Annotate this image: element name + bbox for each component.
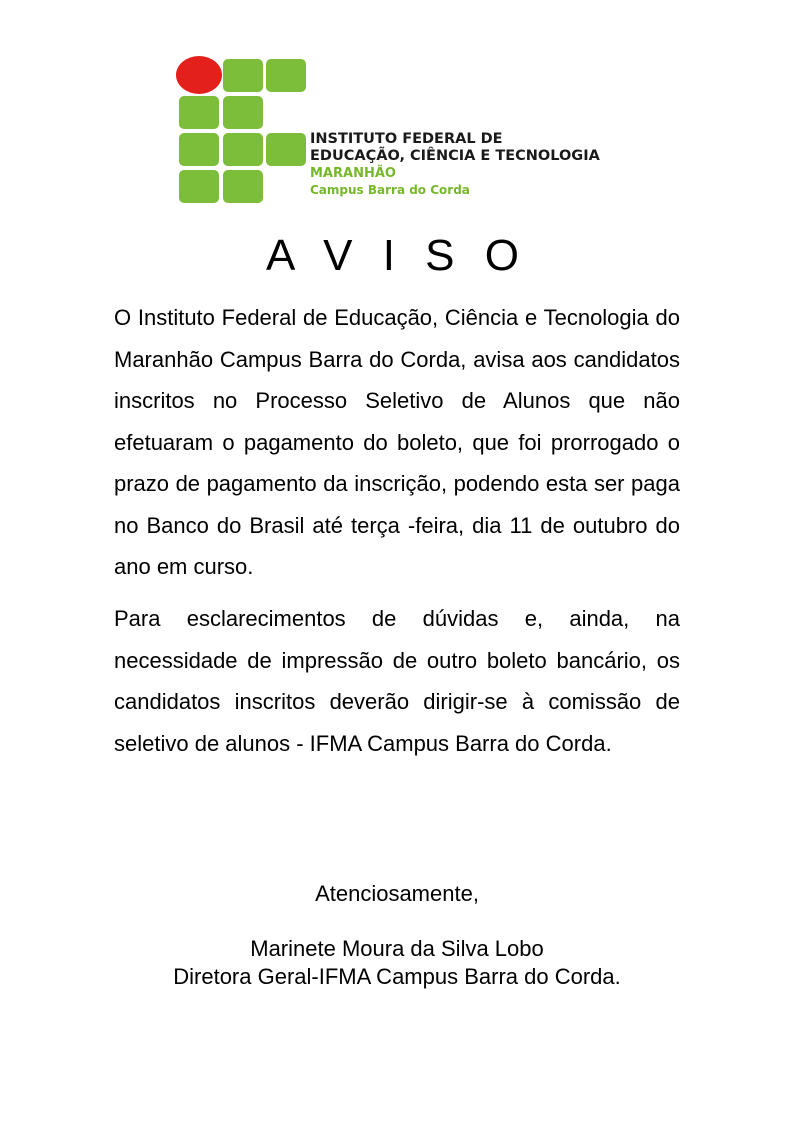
logo-campus-line: Campus Barra do Corda [310,183,470,197]
signer-name: Marinete Moura da Silva Lobo [250,936,544,961]
logo-education-line: EDUCAÇÃO, CIÊNCIA E TECNOLOGIA [310,148,600,164]
logo-red-circle [176,56,222,94]
ifma-logo [176,56,636,206]
logo-text [310,131,600,199]
logo-institution-line: INSTITUTO FEDERAL DE [310,131,503,147]
logo-square [223,170,263,203]
logo-square [179,133,219,166]
logo-square [266,59,306,92]
page-title: A V I S O [266,231,528,280]
logo-square [223,133,263,166]
logo-square [179,96,219,129]
salutation: Atenciosamente, [315,881,479,906]
logo-square [223,59,263,92]
logo-square [266,133,306,166]
signer-title: Diretora Geral-IFMA Campus Barra do Corda. [173,964,621,989]
notice-paragraph-2: Para esclarecimentos de dúvidas e, ainda, na necessidade de impressão de outro boleto bancário, os candidatos inscritos deverão dirigir-se à comissão de seletivo de alunos - IFMA Campus Barra do Corda. [114,606,680,756]
logo-state-line: MARANHÃO [310,166,396,181]
notice-paragraph-1: O Instituto Federal de Educação, Ciência e Tecnologia do Maranhão Campus Barra do Corda, avisa aos candidatos inscritos no Processo Seletivo de Alunos que não efetuaram o pagamento do boleto, que foi prorrogado o prazo de pagamento da inscrição, podendo esta ser paga no Banco do Brasil até terça -feira, dia 11 de outubro do ano em curso. [114,305,680,579]
logo-square [223,96,263,129]
logo-square [179,170,219,203]
